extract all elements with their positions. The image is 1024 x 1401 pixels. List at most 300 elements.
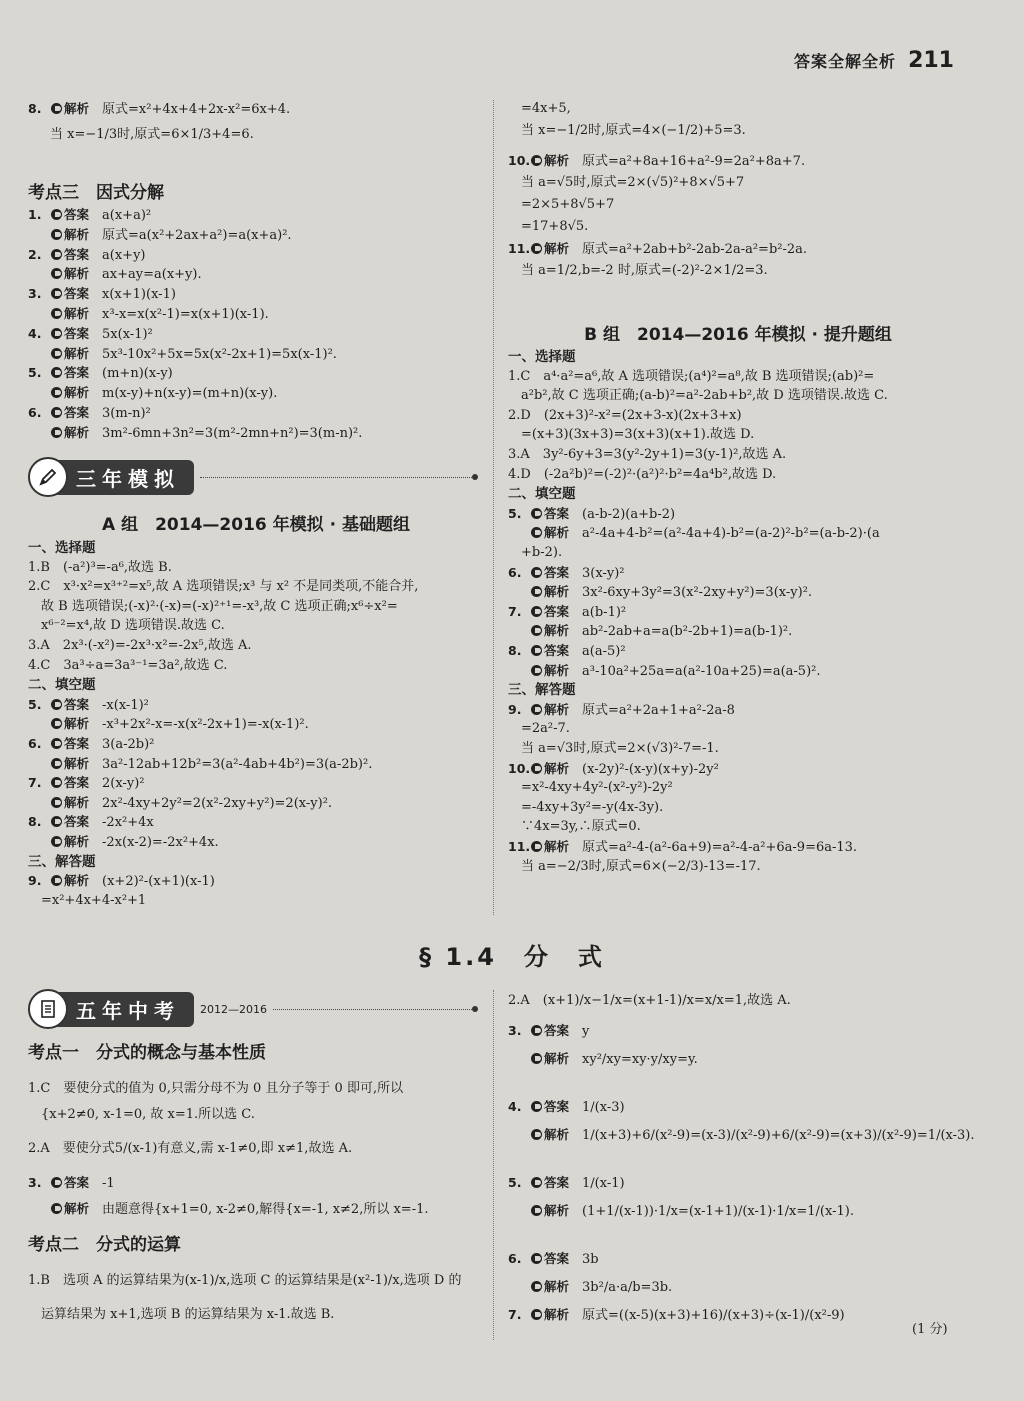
answer-c-icon (51, 348, 62, 359)
answer-text: 原式=a(x²+2ax+a²)=a(x+a)². (102, 227, 292, 243)
answer-line (508, 240, 807, 259)
answer-text: x⁶⁻²=x⁴,故 D 选项错误.故选 C. (28, 618, 225, 634)
answer-tag: 解析 (64, 424, 90, 440)
answer-c-icon (531, 841, 542, 852)
page-number: 211 (908, 48, 954, 73)
item-number: 6. (508, 1251, 522, 1266)
answer-text: 3(m-n)² (102, 406, 151, 421)
item-number: 3. (28, 286, 42, 302)
answer-line (508, 1250, 599, 1269)
answer-c-icon (531, 1129, 542, 1140)
answer-text: 原式=x²+4x+4+2x-x²=6x+4. (102, 102, 291, 117)
answer-text: a²b²,故 C 选项正确;(a-b)²=a²-2ab+b²,故 D 选项错误.故选 C. (508, 388, 888, 404)
answer-c-icon (531, 1205, 542, 1216)
answer-c-icon (51, 407, 62, 418)
answer-text: ax+ay=a(x+y). (102, 267, 202, 283)
answer-text: 2.D (2x+3)²-x²=(2x+3-x)(2x+3+x) (508, 407, 742, 423)
answer-text: 运算结果为 x+1,选项 B 的运算结果为 x-1.故选 B. (28, 1307, 335, 1322)
answer-c-icon (531, 1253, 542, 1264)
answer-tag: 解析 (64, 794, 90, 810)
answer-c-icon (531, 645, 542, 656)
answer-c-icon (531, 1309, 542, 1320)
group-b-title: B 组 2014—2016 年模拟 · 提升题组 (584, 325, 892, 345)
answer-line (508, 1306, 845, 1325)
item-number: 7. (28, 775, 42, 791)
answer-c-icon (51, 249, 62, 260)
answer-text: 当 a=1/2,b=-2 时,原式=(-2)²-2×1/2=3. (508, 263, 768, 278)
item-number: 5. (508, 505, 522, 521)
answer-tag: 解析 (544, 1307, 570, 1322)
answer-tag: 答案 (64, 1175, 90, 1190)
answer-line (28, 833, 219, 852)
answer-tag: 答案 (64, 775, 90, 791)
answer-c-icon (51, 268, 62, 279)
answer-tag: 解析 (64, 1201, 90, 1216)
answer-tag: 解析 (544, 839, 570, 854)
answer-line (28, 559, 172, 577)
subsection-heading: 一、选择题 (508, 349, 576, 365)
answer-c-icon (531, 704, 542, 715)
answer-c-icon (51, 738, 62, 749)
answer-text: 3(a-2b)² (102, 737, 155, 752)
answer-line (508, 1126, 975, 1145)
answer-text: =2a²-7. (508, 721, 570, 737)
answer-line (508, 505, 675, 524)
item-number: 4. (28, 325, 42, 341)
answer-text: 3.A 3y²-6y+3=3(y²-2y+1)=3(y-1)²,故选 A. (508, 447, 787, 462)
answer-line (508, 799, 663, 817)
answer-text: 3x²-6xy+3y²=3(x²-2xy+y²)=3(x-y)². (582, 585, 813, 601)
answer-line (508, 992, 791, 1010)
answer-line (508, 152, 805, 171)
answer-line (28, 246, 146, 265)
answer-line (28, 265, 202, 284)
answer-tag: 解析 (544, 760, 570, 776)
answer-line (28, 404, 151, 423)
answer-text: 2(x-y)² (102, 776, 145, 792)
answer-line (28, 1140, 352, 1158)
answer-tag: 解析 (64, 385, 90, 401)
answer-tag: 答案 (64, 365, 90, 381)
answer-line (28, 853, 96, 872)
answer-line (508, 662, 821, 681)
answer-tag: 解析 (544, 525, 570, 541)
answer-line (508, 740, 719, 758)
answer-text: 原式=((x-5)(x+3)+16)/(x+3)÷(x-1)/(x²-9) (582, 1308, 845, 1323)
item-number: 5. (28, 696, 42, 712)
answer-line (28, 126, 254, 144)
item-number: 4. (508, 1099, 522, 1114)
answer-line (508, 1278, 672, 1297)
answer-text: {x+2≠0, x-1=0, 故 x=1.所以选 C. (28, 1107, 255, 1122)
answer-c-icon (51, 103, 62, 114)
answer-tag: 解析 (64, 226, 90, 242)
answer-tag: 解析 (544, 1203, 570, 1218)
answer-line (508, 466, 776, 484)
answer-line (508, 1098, 625, 1117)
answer-text: a²-4a+4-b²=(a²-4a+4)-b²=(a-2)²-b²=(a-b-2)·(a (582, 526, 880, 542)
subsection-heading: 三、解答题 (28, 853, 96, 870)
section-title: 考点一 分式的概念与基本性质 (28, 1043, 266, 1063)
answer-c-icon (531, 1177, 542, 1188)
answer-line (28, 617, 225, 635)
banner-label: 三年模拟 (54, 460, 194, 495)
answer-line (508, 100, 571, 118)
answer-tag: 解析 (544, 623, 570, 639)
answer-line (508, 426, 754, 444)
answer-line (28, 715, 309, 734)
answer-line (508, 818, 641, 836)
answer-c-icon (531, 586, 542, 597)
answer-c-icon (51, 427, 62, 438)
answer-text: -x(x-1)² (102, 697, 149, 713)
answer-c-icon (51, 836, 62, 847)
banner-label: 五年中考 (54, 992, 194, 1027)
answer-tag: 解析 (64, 266, 90, 282)
answer-line (508, 524, 880, 543)
section-factorization (28, 178, 484, 203)
answer-text: 2.A 要使分式5/(x-1)有意义,需 x-1≠0,即 x≠1,故选 A. (28, 1141, 353, 1156)
answer-c-icon (51, 387, 62, 398)
answer-text: a³-10a²+25a=a(a²-10a+25)=a(a-5)². (582, 663, 821, 679)
answer-text: a(x+a)² (102, 208, 152, 223)
answer-c-icon (51, 777, 62, 788)
answer-line (508, 387, 888, 405)
answer-c-icon (51, 288, 62, 299)
item-number: 10. (508, 760, 531, 776)
answer-tag: 答案 (544, 1251, 570, 1266)
answer-line (508, 681, 576, 700)
document-icon (28, 989, 68, 1029)
answer-c-icon (51, 1177, 62, 1188)
answer-line (508, 446, 786, 464)
answer-text: 1/(x+3)+6/(x²-9)=(x-3)/(x²-9)+6/(x²-9)=(x+3)/(x²-9)=1/(x-3). (582, 1128, 975, 1143)
answer-text: 5x(x-1)² (102, 326, 153, 342)
item-number: 1. (28, 207, 42, 222)
answer-c-icon (531, 527, 542, 538)
answer-line (508, 368, 874, 386)
answer-text: 2x²-4xy+2y²=2(x²-2xy+y²)=2(x-y)². (102, 795, 333, 811)
item-number: 5. (508, 1175, 522, 1190)
answer-tag: 答案 (64, 814, 90, 830)
answer-line (508, 603, 626, 622)
answer-text: 原式=a²+8a+16+a²-9=2a²+8a+7. (582, 154, 806, 169)
answer-text: (x-2y)²-(x-y)(x+y)-2y² (582, 761, 719, 777)
item-number: 3. (28, 1175, 42, 1190)
answer-c-icon (51, 875, 62, 886)
answer-tag: 答案 (64, 286, 90, 302)
answer-c-icon (531, 665, 542, 676)
answer-text: =x²-4xy+4y²-(x²-y²)-2y² (508, 780, 673, 796)
section-title: 考点三 因式分解 (28, 183, 164, 203)
answer-tag: 解析 (544, 584, 570, 600)
item-number: 8. (28, 814, 42, 830)
answer-line (28, 1080, 403, 1098)
group-b-heading (508, 320, 968, 345)
answer-c-icon (51, 1203, 62, 1214)
item-number: 2. (28, 246, 42, 262)
answer-text: =-4xy+3y²=-y(4x-3y). (508, 799, 664, 815)
answer-text: 原式=a²+2a+1+a²-2a-8 (582, 702, 735, 718)
page-header (794, 48, 954, 73)
answer-tag: 解析 (544, 662, 570, 678)
answer-c-icon (531, 1101, 542, 1112)
banner-rule (200, 477, 472, 478)
answer-text: =(x+3)(3x+3)=3(x+3)(x+1).故选 D. (508, 427, 755, 443)
answer-tag: 答案 (64, 405, 90, 420)
answer-line (28, 872, 215, 891)
answer-c-icon (531, 155, 542, 166)
answer-line (508, 838, 857, 857)
answer-line (508, 622, 792, 641)
answer-line (508, 583, 812, 602)
answer-tag: 解析 (64, 716, 90, 732)
answer-line (508, 544, 562, 562)
answer-text: (a-b-2)(a+b-2) (582, 506, 676, 522)
answer-text: 4.D (-2a²b)²=(-2)²·(a²)²·b²=4a⁴b²,故选 D. (508, 466, 777, 482)
answer-text: =4x+5, (508, 101, 571, 116)
answer-line (28, 345, 337, 364)
answer-line (28, 1272, 461, 1290)
answer-tag: 答案 (544, 564, 570, 580)
answer-line (508, 720, 570, 738)
answer-tag: 解析 (544, 1127, 570, 1142)
item-number: 11. (508, 839, 531, 854)
answer-text: 当 a=√5时,原式=2×(√5)²+8×√5+7 (508, 175, 745, 190)
answer-text: 3.A 2x³·(-x²)=-2x³·x²=-2x⁵,故选 A. (28, 638, 252, 653)
answer-text: 由题意得{x+1=0, x-2≠0,解得{x=-1, x≠2,所以 x=-1. (102, 1202, 429, 1217)
answer-line (508, 485, 576, 504)
answer-tag: 答案 (544, 643, 570, 658)
answer-tag: 解析 (64, 306, 90, 321)
answer-line (28, 696, 149, 715)
answer-text: 故 B 选项错误;(-x)²·(-x)=(-x)²⁺¹=-x³,故 C 选项正确;x⁶÷x²= (28, 598, 398, 614)
answer-text: 5x³-10x²+5x=5x(x²-2x+1)=5x(x-1)². (102, 346, 337, 362)
answer-text: +b-2). (508, 545, 563, 560)
answer-text: ab²-2ab+a=a(b²-2b+1)=a(b-1)². (582, 624, 793, 640)
answer-line (28, 285, 176, 304)
answer-text: 3b (582, 1252, 599, 1267)
answer-line (28, 1044, 266, 1064)
answer-line (28, 305, 269, 324)
answer-tag: 答案 (544, 603, 570, 619)
item-number: 3. (508, 1023, 522, 1038)
answer-line (28, 1174, 115, 1193)
answer-tag: 解析 (544, 1279, 570, 1294)
answer-line (28, 774, 145, 793)
answer-text: a(a-5)² (582, 644, 626, 659)
item-number: 6. (508, 564, 522, 580)
banner-three-year-mock (28, 460, 478, 494)
answer-line (508, 348, 576, 367)
answer-text: -2x(x-2)=-2x²+4x. (102, 835, 219, 850)
answer-text: 3a²-12ab+12b²=3(a²-4ab+4b²)=3(a-2b)². (102, 756, 373, 772)
answer-c-icon (51, 718, 62, 729)
answer-c-icon (531, 606, 542, 617)
answer-tag: 答案 (64, 736, 90, 751)
answer-text: =2×5+8√5+7 (508, 197, 615, 212)
answer-text: =x²+4x+4-x²+1 (28, 892, 147, 908)
item-number: 6. (28, 736, 42, 751)
answer-line (28, 637, 251, 655)
answer-line (508, 642, 626, 661)
group-a-heading (28, 510, 484, 535)
answer-line (508, 174, 744, 192)
answer-text: 当 a=√3时,原式=2×(√3)²-7=-1. (508, 741, 719, 756)
item-number: 10. (508, 153, 531, 168)
banner-years: 2012—2016 (200, 1002, 267, 1016)
item-number: 11. (508, 241, 531, 256)
answer-line (28, 892, 146, 910)
answer-line (28, 676, 96, 695)
answer-line (508, 122, 746, 140)
answer-text: 原式=a²+2ab+b²-2ab-2a-a²=b²-2a. (582, 242, 808, 257)
answer-c-icon (51, 797, 62, 808)
answer-c-icon (51, 367, 62, 378)
answer-line (28, 1106, 255, 1124)
answer-line (28, 657, 227, 675)
answer-text: 3m²-6mn+3n²=3(m²-2mn+n²)=3(m-n)². (102, 425, 363, 441)
answer-text: 1/(x-1) (582, 1176, 625, 1191)
answer-line (28, 1236, 181, 1256)
answer-line (28, 1200, 429, 1219)
score-note: (1 分) (912, 1322, 948, 1337)
answer-line (508, 760, 719, 779)
item-number: 8. (508, 643, 522, 658)
answer-tag: 解析 (544, 1051, 570, 1066)
item-number: 8. (28, 101, 42, 116)
answer-text: -1 (102, 1176, 115, 1191)
answer-line (28, 325, 153, 344)
answer-text: x(x+1)(x-1) (102, 287, 176, 303)
answer-tag: 解析 (544, 241, 570, 256)
answer-text: 1.C 要使分式的值为 0,只需分母不为 0 且分子等于 0 即可,所以 (28, 1081, 404, 1096)
answer-line (508, 858, 761, 876)
answer-tag: 答案 (64, 246, 90, 262)
answer-line (28, 578, 418, 596)
answer-tag: 答案 (544, 505, 570, 521)
answer-text: a(x+y) (102, 247, 146, 263)
answer-c-icon (51, 308, 62, 319)
answer-tag: 答案 (544, 1175, 570, 1190)
answer-line (508, 701, 735, 720)
answer-line (508, 1022, 589, 1041)
answer-line (28, 384, 277, 403)
item-number: 6. (28, 405, 42, 420)
answer-tag: 解析 (64, 101, 90, 116)
answer-c-icon (51, 699, 62, 710)
answer-text: -x³+2x²-x=-x(x²-2x+1)=-x(x-1)². (102, 717, 309, 733)
column-divider-bottom (493, 990, 494, 1340)
answer-c-icon (531, 763, 542, 774)
answer-c-icon (51, 328, 62, 339)
answer-line (28, 100, 290, 119)
answer-text: 原式=a²-4-(a²-6a+9)=a²-4-a²+6a-9=6a-13. (582, 840, 858, 855)
answer-line (508, 1050, 698, 1069)
answer-c-icon (51, 758, 62, 769)
subsection-heading: 二、填空题 (28, 677, 96, 694)
answer-line (508, 262, 768, 280)
answer-line (28, 1306, 334, 1324)
item-number: 7. (508, 603, 522, 619)
answer-line (508, 196, 614, 214)
group-a-title: A 组 2014—2016 年模拟 · 基础题组 (102, 515, 410, 535)
answer-tag: 解析 (64, 755, 90, 771)
answer-c-icon (51, 229, 62, 240)
answer-text: a(b-1)² (582, 604, 627, 620)
answer-line (28, 539, 96, 558)
answer-tag: 解析 (544, 701, 570, 717)
answer-text: 当 x=−1/2时,原式=4×(−1/2)+5=3. (508, 123, 746, 138)
answer-text: 1.B (-a²)³=-a⁶,故选 B. (28, 559, 172, 575)
answer-text: 2.A (x+1)/x−1/x=(x+1-1)/x=x/x=1,故选 A. (508, 993, 791, 1008)
answer-tag: 答案 (64, 325, 90, 341)
answer-line (508, 218, 588, 236)
answer-text: 1/(x-3) (582, 1100, 625, 1115)
answer-line (508, 1202, 854, 1221)
answer-line (508, 1174, 625, 1193)
answer-c-icon (531, 1025, 542, 1036)
answer-text: =17+8√5. (508, 219, 589, 234)
answer-text: 1.C a⁴·a²=a⁶,故 A 选项错误;(a⁴)²=a⁸,故 B 选项错误;(ab)²= (508, 368, 875, 384)
answer-line (508, 407, 742, 425)
chapter-title: § 1.4 分 式 (419, 943, 605, 971)
answer-tag: 答案 (64, 696, 90, 712)
answer-tag: 解析 (544, 153, 570, 168)
item-number: 7. (508, 1307, 522, 1322)
answer-tag: 解析 (64, 834, 90, 849)
answer-text: ∵4x=3y,∴原式=0. (508, 819, 641, 835)
header-title: 答案全解全析 (794, 52, 897, 71)
banner-rule (273, 1009, 472, 1010)
answer-text: 3b²/a·a/b=3b. (582, 1280, 673, 1295)
subsection-heading: 二、填空题 (508, 486, 576, 503)
section-title: 考点二 分式的运算 (28, 1235, 181, 1255)
answer-text: x³-x=x(x²-1)=x(x+1)(x-1). (102, 307, 269, 322)
subsection-heading: 三、解答题 (508, 682, 576, 699)
banner-five-year-exam (28, 992, 478, 1026)
answer-tag: 答案 (544, 1023, 570, 1038)
banner-dot (472, 474, 478, 480)
banner-dot (472, 1006, 478, 1012)
answer-text: (x+2)²-(x+1)(x-1) (102, 874, 215, 890)
answer-line (28, 735, 154, 754)
answer-text: 当 a=−2/3时,原式=6×(−2/3)-13=-17. (508, 858, 761, 874)
answer-line (28, 755, 372, 774)
subsection-heading: 一、选择题 (28, 540, 96, 556)
answer-tag: 解析 (64, 345, 90, 361)
answer-c-icon (51, 816, 62, 827)
answer-tag: 解析 (64, 873, 90, 889)
answer-line (28, 424, 362, 443)
column-divider-top (493, 100, 494, 915)
item-number: 5. (28, 365, 42, 381)
answer-line (28, 794, 332, 813)
answer-c-icon (531, 243, 542, 254)
answer-text: 1.B 选项 A 的运算结果为(x-1)/x,选项 C 的运算结果是(x²-1)/x,选项 D 的 (28, 1273, 462, 1288)
answer-line (28, 598, 398, 616)
answer-tag: 答案 (544, 1099, 570, 1114)
answer-c-icon (51, 209, 62, 220)
answer-text: y (582, 1024, 590, 1039)
answer-line (28, 206, 151, 225)
answer-c-icon (531, 625, 542, 636)
answer-text: (1+1/(x-1))·1/x=(x-1+1)/(x-1)·1/x=1/(x-1). (582, 1204, 854, 1219)
answer-text: 3(x-y)² (582, 565, 625, 581)
item-number: 9. (28, 873, 42, 889)
answer-text: -2x²+4x (102, 815, 154, 831)
answer-line (28, 364, 173, 383)
